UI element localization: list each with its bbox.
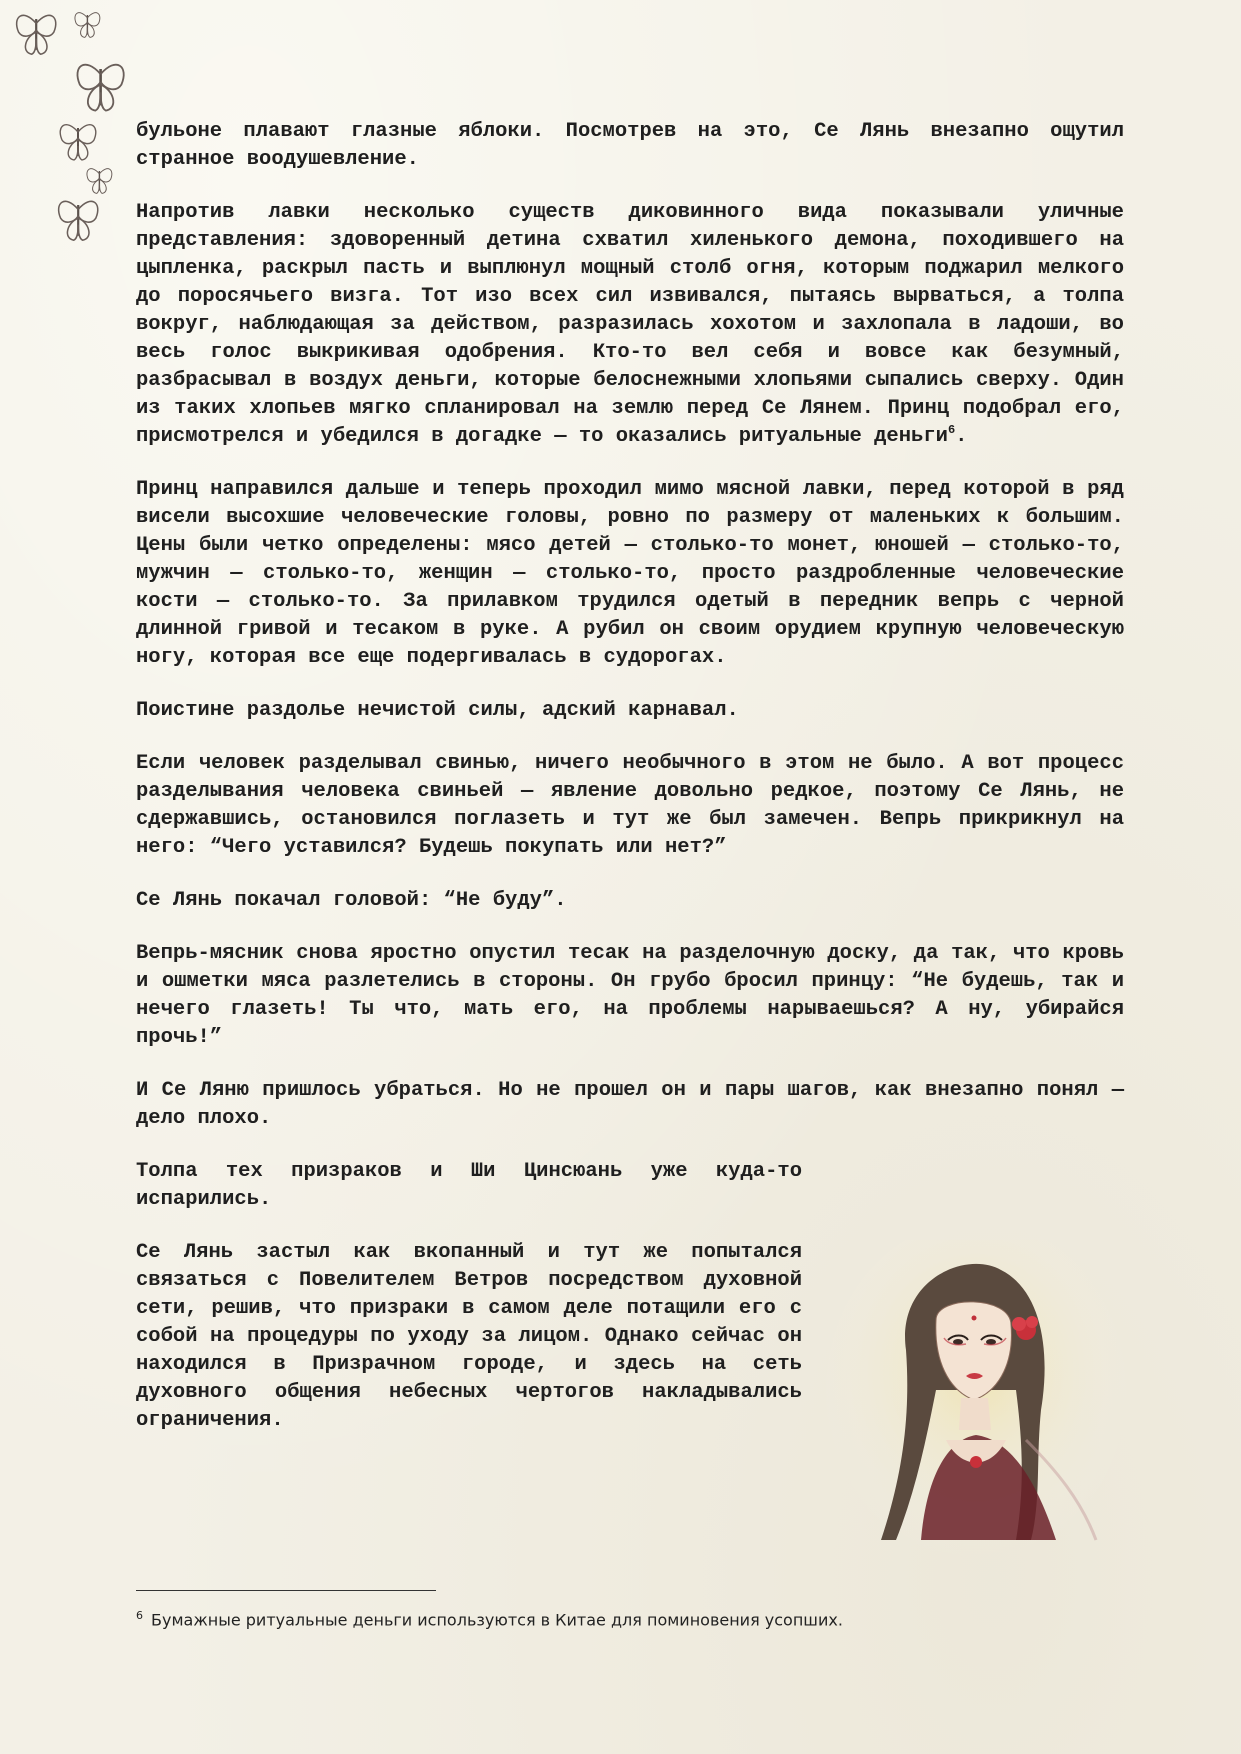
paragraph: Если человек разделывал свинью, ничего необычного в этом не было. А вот процесс разделывания человека свиньей — явление довольно редкое, поэтому Се Лянь, не сдержавшись, остановился поглазеть и тут же был замечен. Вепрь прикрикнул на него: “Чего уставился? Будешь покупать или нет?” bbox=[136, 752, 1124, 859]
butterfly-icon bbox=[60, 125, 96, 160]
footnote bbox=[136, 1609, 1136, 1629]
footnote-separator bbox=[136, 1590, 436, 1591]
character-illustration bbox=[826, 1240, 1126, 1570]
paragraph: Поистине раздолье нечистой силы, адский карнавал. bbox=[136, 699, 739, 722]
butterfly-icon bbox=[77, 65, 123, 111]
footnote-number: 6 bbox=[136, 1609, 143, 1622]
paragraph: И Се Ляню пришлось убраться. Но не прошел он и пары шагов, как внезапно понял — дело плохо. bbox=[136, 1079, 1124, 1130]
butterfly-icon bbox=[17, 15, 56, 54]
butterfly-icon bbox=[59, 201, 98, 240]
footnote-text: Бумажные ритуальные деньги используются в Китае для поминовения усопших. bbox=[151, 1610, 843, 1630]
paragraph: Се Лянь застыл как вкопанный и тут же попытался связаться с Повелителем Ветров посредством духовной сети, решив, что призраки в самом деле потащили его с собой на процедуры по уходу за лицом. Однако сейчас он находился в Призрачном городе, и здесь на сеть духовного общения небесных чертогов накладывались ограничения. bbox=[136, 1241, 802, 1432]
paragraph: Се Лянь покачал головой: “Не буду”. bbox=[136, 889, 567, 912]
paragraph-text: Напротив лавки несколько существ диковинного вида показывали уличные представления: здоворенный детина схватил хиленького демона, походившего на цыпленка, раскрыл пасть и выплюнул мощный столб огня, которым поджарил мелкого до поросячьего визга. Тот изо всех сил извивался, пытаясь вырваться, а толпа вокруг, наблюдающая за действом, разразилась хохотом и захлопала в ладоши, во весь голос выкрикивая одобрения. Кто-то вел себя и вовсе как безумный, разбрасывал в воздух деньги, которые белоснежными хлопьями сыпались сверху. Один из таких хлопьев мягко спланировал на землю перед Се Лянем. Принц подобрал его, присмотрелся и убедился в догадке — то оказались ритуальные деньги bbox=[136, 201, 1124, 448]
butterfly-icon bbox=[87, 169, 112, 194]
paragraph: бульоне плавают глазные яблоки. Посмотрев на это, Се Лянь внезапно ощутил странное воодушевление. bbox=[136, 120, 1124, 171]
paragraph: Толпа тех призраков и Ши Цинсюань уже куда-то испарились. bbox=[136, 1160, 802, 1211]
paragraph: Вепрь-мясник снова яростно опустил тесак на разделочную доску, да так, что кровь и ошметки мяса разлетелись в стороны. Он грубо бросил принцу: “Не будешь, так и нечего глазеть! Ты что, мать его, на проблемы нарываешься? А ну, убирайся прочь!” bbox=[136, 942, 1124, 1049]
footnote-reference[interactable]: 6 bbox=[947, 423, 956, 438]
paragraph: Напротив лавки несколько существ диковинного вида показывали уличные представления: здоворенный детина схватил хиленького демона, походившего на цыпленка, раскрыл пасть и выплюнул мощный столб огня, которым поджарил мелкого до поросячьего визга. Тот изо всех сил извивался, пытаясь вырваться, а толпа вокруг, наблюдающая за действом, разразилась хохотом и захлопала в ладоши, во весь голос выкрикивая одобрения. Кто-то вел себя и вовсе как безумный, разбрасывал в воздух деньги, которые белоснежными хлопьями сыпались сверху. Один из таких хлопьев мягко спланировал на землю перед Се Лянем. Принц подобрал его, присмотрелся и убедился в догадке — то оказались ритуальные деньги$^6$. bbox=[136, 201, 1124, 448]
paragraph: Принц направился дальше и теперь проходил мимо мясной лавки, перед которой в ряд висели высохшие человеческие головы, ровно по размеру от маленьких к большим. Цены были четко определены: мясо детей — столько-то монет, юношей — столько-то, мужчин — столько-то, женщин — столько-то, просто раздробленные человеческие кости — столько-то. За прилавком трудился одетый в передник вепрь с черной длинной гривой и тесаком в руке. А рубил он своим орудием крупную человеческую ногу, которая все еще подергивалась в судорогах. bbox=[136, 478, 1124, 669]
butterfly-icon bbox=[75, 13, 100, 38]
